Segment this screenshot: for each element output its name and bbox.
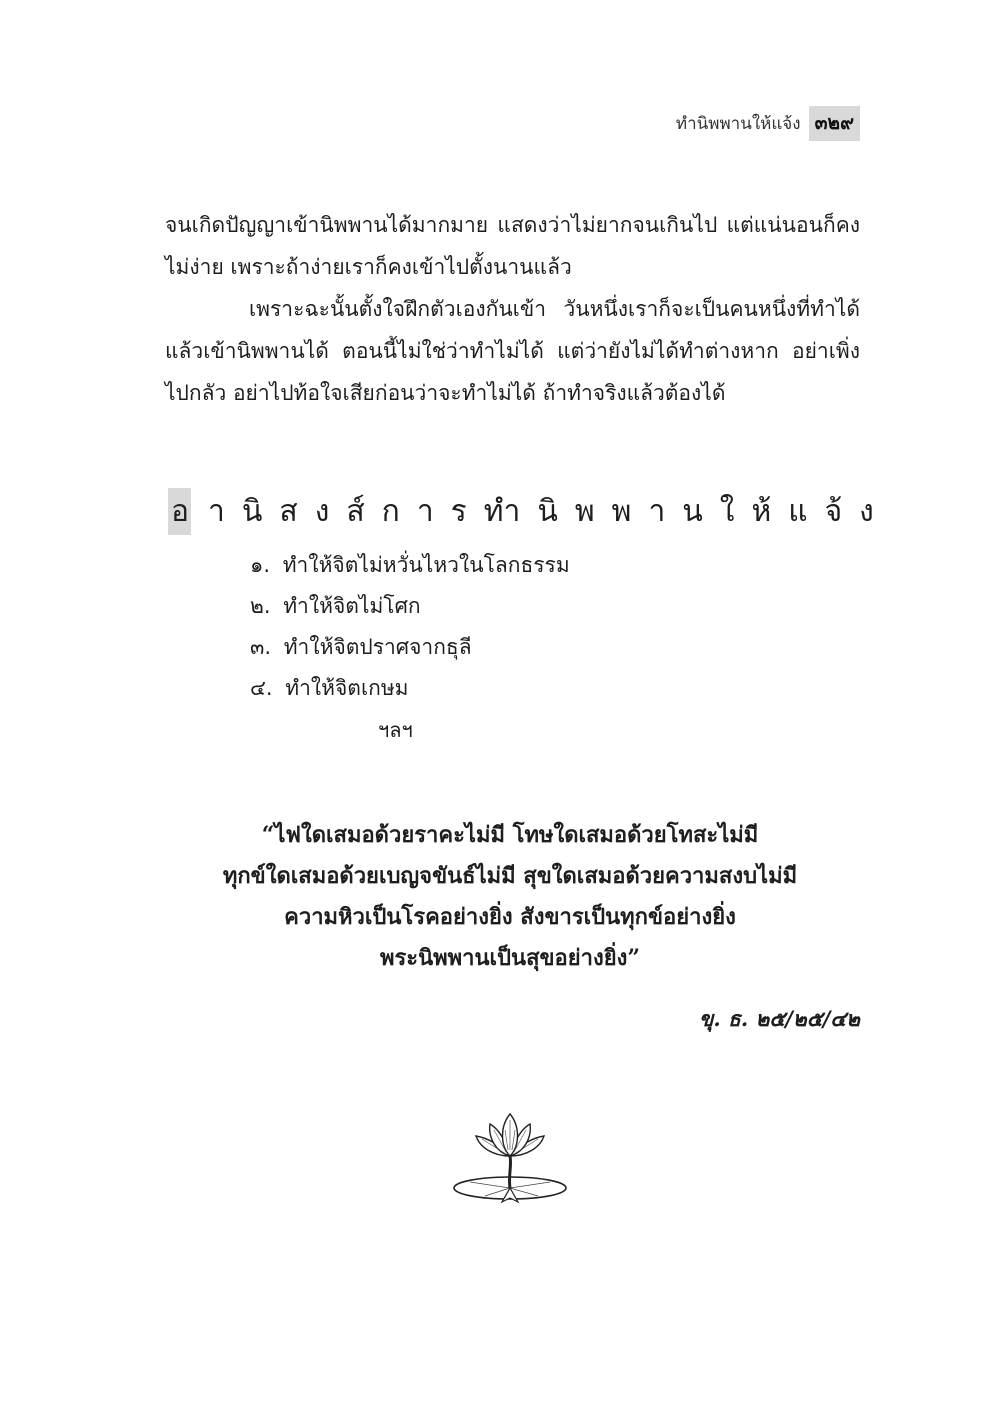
heading-text: านิสงส์การทำนิพพานให้แจ้ง bbox=[208, 494, 891, 529]
list-item-text: ทำให้จิตเกษม bbox=[285, 676, 409, 700]
list-item-number: ๑. bbox=[250, 553, 271, 577]
list-item bbox=[250, 668, 570, 709]
quote-line: ความหิวเป็นโรคอย่างยิ่ง สังขารเป็นทุกข์อย่างยิ่ง bbox=[284, 904, 736, 930]
quote-line: ทุกข์ใดเสมอด้วยเบญจขันธ์ไม่มี สุขใดเสมอด้วยความสงบไม่มี bbox=[222, 863, 798, 889]
running-header bbox=[676, 106, 860, 141]
paragraph-1: จนเกิดปัญญาเข้านิพพานได้มากมาย แสดงว่าไม่ยากจนเกินไป แต่แน่นอนก็คงไม่ง่าย เพราะถ้าง่ายเราก็คงเข้าไปตั้งนานแล้ว bbox=[165, 213, 860, 279]
quote-line: พระนิพพานเป็นสุขอย่างยิ่ง” bbox=[379, 945, 641, 971]
list-item bbox=[250, 586, 570, 627]
lotus-icon bbox=[450, 1110, 570, 1205]
section-heading bbox=[168, 488, 891, 535]
etc-mark: ฯลฯ bbox=[378, 718, 413, 742]
list-item-text: ทำให้จิตไม่หวั่นไหวในโลกธรรม bbox=[282, 553, 570, 577]
list-item bbox=[250, 545, 570, 586]
heading-initial-letter: อ bbox=[168, 488, 191, 535]
benefits-list bbox=[250, 545, 570, 709]
quote-line: “ไฟใดเสมอด้วยราคะไม่มี โทษใดเสมอด้วยโทสะไม่มี bbox=[261, 822, 759, 848]
list-item-number: ๔. bbox=[250, 676, 273, 700]
list-item bbox=[250, 627, 570, 668]
body-text bbox=[165, 204, 860, 414]
citation: ขุ. ธ. ๒๕/๒๕/๔๒ bbox=[699, 1006, 860, 1031]
paragraph-2: เพราะฉะนั้นตั้งใจฝึกตัวเองกันเข้า วันหนึ่งเราก็จะเป็นคนหนึ่งที่ทำได้แล้วเข้านิพพานได้ ตอนนี้ไม่ใช่ว่าทำไม่ได้ แต่ว่ายังไม่ได้ทำต่างหาก อย่าเพิ่งไปกลัว อย่าไปท้อใจเสียก่อนว่าจะทำไม่ได้ ถ้าทำจริงแล้วต้องได้ bbox=[165, 297, 860, 405]
list-item-text: ทำให้จิตไม่โศก bbox=[283, 594, 421, 618]
list-item-number: ๓. bbox=[250, 635, 272, 659]
header-title: ทำนิพพานให้แจ้ง bbox=[675, 114, 801, 134]
list-item-text: ทำให้จิตปราศจากธุลี bbox=[283, 635, 472, 659]
page-number: ๓๒๙ bbox=[809, 106, 860, 141]
quote-block bbox=[160, 815, 860, 979]
list-item-number: ๒. bbox=[250, 594, 271, 618]
